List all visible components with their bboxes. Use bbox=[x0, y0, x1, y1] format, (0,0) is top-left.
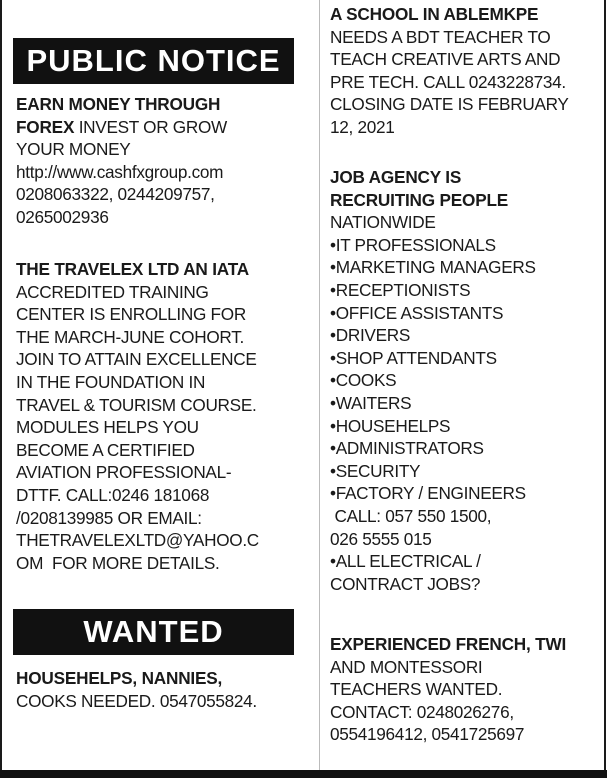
page-border-right bbox=[604, 0, 606, 772]
job-agency-ad-item: •ALL ELECTRICAL / bbox=[330, 551, 481, 572]
travelex-ad-heading: THE TRAVELEX LTD AN IATA bbox=[16, 259, 249, 279]
househelps-ad-line: COOKS NEEDED. 0547055824. bbox=[16, 690, 257, 711]
teachers-ad bbox=[330, 633, 602, 746]
forex-ad-heading: EARN MONEY THROUGH bbox=[16, 94, 221, 114]
school-ad-line: NEEDS A BDT TEACHER TO bbox=[330, 26, 551, 47]
job-agency-ad-item: •RECEPTIONISTS bbox=[330, 279, 471, 300]
travelex-ad-line: DTTF. CALL:0246 181068 bbox=[16, 484, 210, 505]
travelex-ad-line: IN THE FOUNDATION IN bbox=[16, 371, 206, 392]
job-agency-ad-item: •COOKS bbox=[330, 370, 397, 391]
job-agency-ad-heading: RECRUITING PEOPLE bbox=[330, 189, 509, 210]
travelex-ad bbox=[16, 258, 308, 574]
job-agency-ad-item: •ADMINISTRATORS bbox=[330, 438, 484, 459]
school-ad-line: PRE TECH. CALL 0243228734. bbox=[330, 71, 566, 92]
job-agency-ad-item: •SHOP ATTENDANTS bbox=[330, 347, 497, 368]
teachers-ad-contact: CONTACT: 0248026276, bbox=[330, 701, 514, 722]
school-ad bbox=[330, 3, 602, 139]
forex-ad-heading-bold: FOREX bbox=[16, 116, 75, 137]
travelex-ad-line: /0208139985 OR EMAIL: bbox=[16, 507, 202, 528]
teachers-ad-line: AND MONTESSORI bbox=[330, 656, 483, 677]
forex-ad-line: YOUR MONEY bbox=[16, 139, 131, 160]
job-agency-ad-heading: JOB AGENCY IS bbox=[330, 167, 462, 187]
forex-ad-phone: 0208063322, 0244209757, bbox=[16, 184, 215, 205]
job-agency-ad-item: •SECURITY bbox=[330, 460, 421, 481]
page-border-left bbox=[0, 0, 2, 772]
travelex-ad-line: CENTER IS ENROLLING FOR bbox=[16, 304, 246, 325]
job-agency-ad-item: •FACTORY / ENGINEERS bbox=[330, 483, 526, 504]
travelex-ad-line: OM FOR MORE DETAILS. bbox=[16, 552, 220, 573]
page-border-bottom bbox=[0, 770, 607, 778]
forex-ad-phone: 0265002936 bbox=[16, 206, 109, 227]
school-ad-line: TEACH CREATIVE ARTS AND bbox=[330, 49, 561, 70]
househelps-ad bbox=[16, 667, 308, 712]
public-notice-header: PUBLIC NOTICE bbox=[13, 38, 294, 84]
travelex-ad-line: ACCREDITED TRAINING bbox=[16, 281, 209, 302]
forex-ad-heading-rest: INVEST OR GROW bbox=[74, 116, 227, 137]
forex-ad bbox=[16, 93, 308, 229]
job-agency-ad-item: •DRIVERS bbox=[330, 325, 411, 346]
school-ad-line: 12, 2021 bbox=[330, 116, 395, 137]
job-agency-ad-item: •OFFICE ASSISTANTS bbox=[330, 302, 504, 323]
travelex-ad-line: AVIATION PROFESSIONAL- bbox=[16, 462, 232, 483]
forex-ad-url: http://www.cashfxgroup.com bbox=[16, 161, 224, 182]
travelex-ad-line: BECOME A CERTIFIED bbox=[16, 439, 195, 460]
teachers-ad-line: TEACHERS WANTED. bbox=[330, 679, 503, 700]
job-agency-ad-line: NATIONWIDE bbox=[330, 212, 436, 233]
job-agency-ad bbox=[330, 166, 602, 595]
job-agency-ad-line: CONTRACT JOBS? bbox=[330, 573, 481, 594]
column-divider bbox=[319, 0, 320, 770]
school-ad-heading: A SCHOOL IN ABLEMKPE bbox=[330, 4, 539, 24]
teachers-ad-heading: EXPERIENCED FRENCH, TWI bbox=[330, 634, 567, 654]
travelex-ad-line: TRAVEL & TOURISM COURSE. bbox=[16, 394, 257, 415]
forex-ad-heading-line2 bbox=[16, 116, 308, 139]
travelex-ad-line: THE MARCH-JUNE COHORT. bbox=[16, 326, 244, 347]
travelex-ad-line: MODULES HELPS YOU bbox=[16, 417, 199, 438]
househelps-ad-heading: HOUSEHELPS, NANNIES, bbox=[16, 668, 223, 688]
travelex-ad-line: JOIN TO ATTAIN EXCELLENCE bbox=[16, 349, 257, 370]
wanted-header: WANTED bbox=[13, 609, 294, 655]
teachers-ad-contact: 0554196412, 0541725697 bbox=[330, 724, 525, 745]
travelex-ad-line: THETRAVELEXLTD@YAHOO.C bbox=[16, 530, 259, 551]
job-agency-ad-item: •IT PROFESSIONALS bbox=[330, 234, 496, 255]
job-agency-ad-item: •MARKETING MANAGERS bbox=[330, 257, 536, 278]
school-ad-line: CLOSING DATE IS FEBRUARY bbox=[330, 94, 569, 115]
job-agency-ad-item: •WAITERS bbox=[330, 392, 412, 413]
job-agency-ad-phone: 026 5555 015 bbox=[330, 528, 432, 549]
job-agency-ad-item: •HOUSEHELPS bbox=[330, 415, 451, 436]
job-agency-ad-phone: CALL: 057 550 1500, bbox=[330, 505, 492, 526]
